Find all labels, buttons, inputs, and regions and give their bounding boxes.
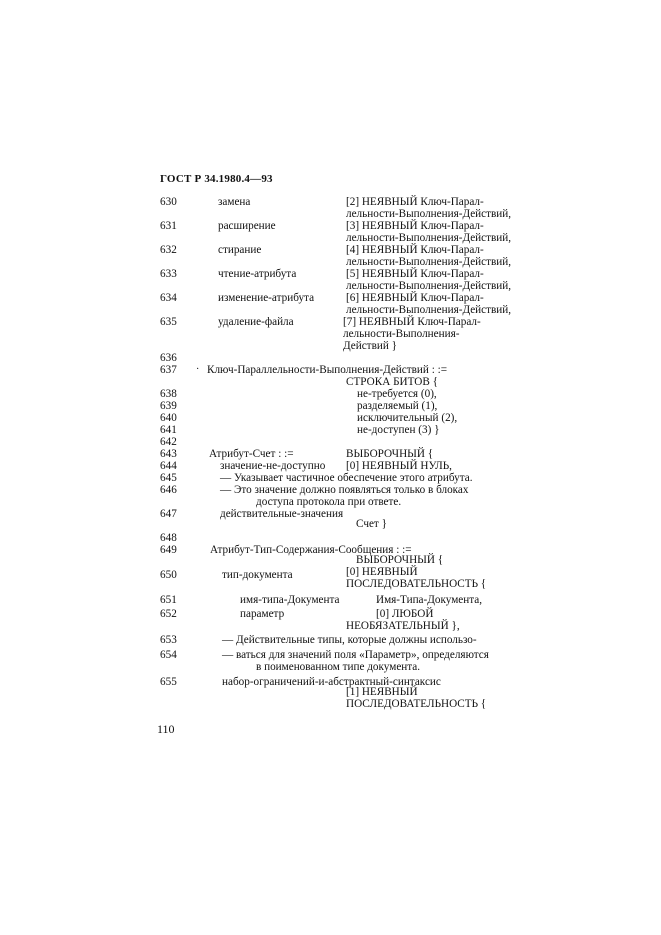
- code-text: [0] НЕЯВНЫЙ: [346, 566, 418, 578]
- code-text: лельности-Выполнения-Действий,: [346, 280, 512, 292]
- code-text: — Это значение должно появляться только в блоках: [220, 484, 469, 496]
- code-text: не-требуется (0),: [357, 388, 437, 400]
- code-text: ПОСЛЕДОВАТЕЛЬНОСТЬ {: [346, 698, 487, 710]
- code-text: расширение: [218, 220, 276, 232]
- code-text: лельности-Выполнения-Действий,: [346, 232, 512, 244]
- code-text: [3] НЕЯВНЫЙ Ключ-Парал-: [346, 220, 484, 232]
- document-header: ГОСТ Р 34.1980.4—93: [160, 173, 273, 185]
- code-text: доступа протокола при ответе.: [256, 496, 402, 508]
- line-number: 648: [160, 532, 177, 544]
- page-number: 110: [157, 722, 175, 736]
- code-text: лельности-Выполнения-Действий,: [346, 208, 512, 220]
- code-text: Ключ-Параллельности-Выполнения-Действий : :=: [207, 364, 448, 376]
- line-number: 631: [160, 220, 177, 232]
- code-text: исключительный (2),: [357, 412, 458, 424]
- code-text: ПОСЛЕДОВАТЕЛЬНОСТЬ {: [346, 578, 487, 590]
- code-text: Счет }: [356, 518, 387, 530]
- line-number: 633: [160, 268, 177, 280]
- code-text: чтение-атрибута: [218, 268, 297, 280]
- line-number: 640: [160, 412, 177, 424]
- code-text: [2] НЕЯВНЫЙ Ключ-Парал-: [346, 196, 484, 208]
- line-number: 637: [160, 364, 177, 376]
- code-text: замена: [218, 196, 251, 208]
- code-text: лельности-Выполнения-Действий,: [346, 304, 512, 316]
- code-text: имя-типа-Документа: [240, 594, 340, 606]
- line-number: 650: [160, 569, 177, 581]
- line-number: 647: [160, 508, 177, 520]
- code-text: удаление-файла: [218, 316, 294, 328]
- code-text: лельности-Выполнения-: [343, 328, 460, 340]
- line-number: 641: [160, 424, 177, 436]
- line-number: 646: [160, 484, 177, 496]
- code-text: лельности-Выполнения-Действий,: [346, 256, 512, 268]
- line-number: 651: [160, 594, 177, 606]
- line-number: 638: [160, 388, 177, 400]
- line-number: 639: [160, 400, 177, 412]
- line-number: 644: [160, 460, 177, 472]
- code-text: изменение-атрибута: [218, 292, 315, 304]
- code-text: ВЫБОРОЧНЫЙ {: [356, 554, 444, 566]
- code-text: значение-не-доступно: [220, 460, 326, 472]
- code-text: Имя-Типа-Документа,: [376, 594, 483, 606]
- code-text: СТРОКА БИТОВ {: [346, 376, 438, 388]
- code-text: разделяемый (1),: [357, 400, 438, 412]
- code-text: [0] НЕЯВНЫЙ НУЛЬ,: [346, 460, 452, 472]
- line-number: 655: [160, 676, 177, 688]
- line-number: 642: [160, 436, 177, 448]
- code-text: Действий }: [343, 340, 397, 352]
- code-text: — Указывает частичное обеспечение этого атрибута.: [220, 472, 473, 484]
- code-text: набор-ограничений-и-абстрактный-синтаксис: [222, 676, 441, 688]
- code-text: Атрибут-Тип-Содержания-Сообщения : :=: [210, 544, 412, 556]
- code-text: — Действительные типы, которые должны использо-: [222, 634, 477, 646]
- code-text: [1] НЕЯВНЫЙ: [346, 686, 418, 698]
- line-number: 634: [160, 292, 177, 304]
- line-number: 653: [160, 634, 177, 646]
- code-text: [7] НЕЯВНЫЙ Ключ-Парал-: [343, 316, 481, 328]
- line-number: 630: [160, 196, 177, 208]
- margin-mark: ·: [196, 364, 200, 375]
- code-text: действительные-значения: [220, 508, 344, 520]
- code-text: не-доступен (3) }: [357, 424, 440, 436]
- code-text: [4] НЕЯВНЫЙ Ключ-Парал-: [346, 244, 484, 256]
- code-text: НЕОБЯЗАТЕЛЬНЫЙ },: [346, 620, 460, 632]
- code-text: [5] НЕЯВНЫЙ Ключ-Парал-: [346, 268, 484, 280]
- line-number: 636: [160, 352, 177, 364]
- line-number: 643: [160, 448, 177, 460]
- line-number: 635: [160, 316, 177, 328]
- line-number: 654: [160, 649, 177, 661]
- line-number: 649: [160, 544, 177, 556]
- code-text: [0] ЛЮБОЙ: [376, 608, 434, 620]
- code-text: в поименованном типе документа.: [256, 661, 421, 673]
- line-number: 652: [160, 608, 177, 620]
- line-number: 645: [160, 472, 177, 484]
- code-text: тип-документа: [222, 569, 293, 581]
- code-text: Атрибут-Счет : :=: [209, 448, 294, 460]
- code-text: — ваться для значений поля «Параметр», определяются: [222, 649, 489, 661]
- code-text: ВЫБОРОЧНЫЙ {: [346, 448, 434, 460]
- code-text: параметр: [240, 608, 285, 620]
- code-text: [6] НЕЯВНЫЙ Ключ-Парал-: [346, 292, 484, 304]
- code-text: стирание: [218, 244, 262, 256]
- line-number: 632: [160, 244, 177, 256]
